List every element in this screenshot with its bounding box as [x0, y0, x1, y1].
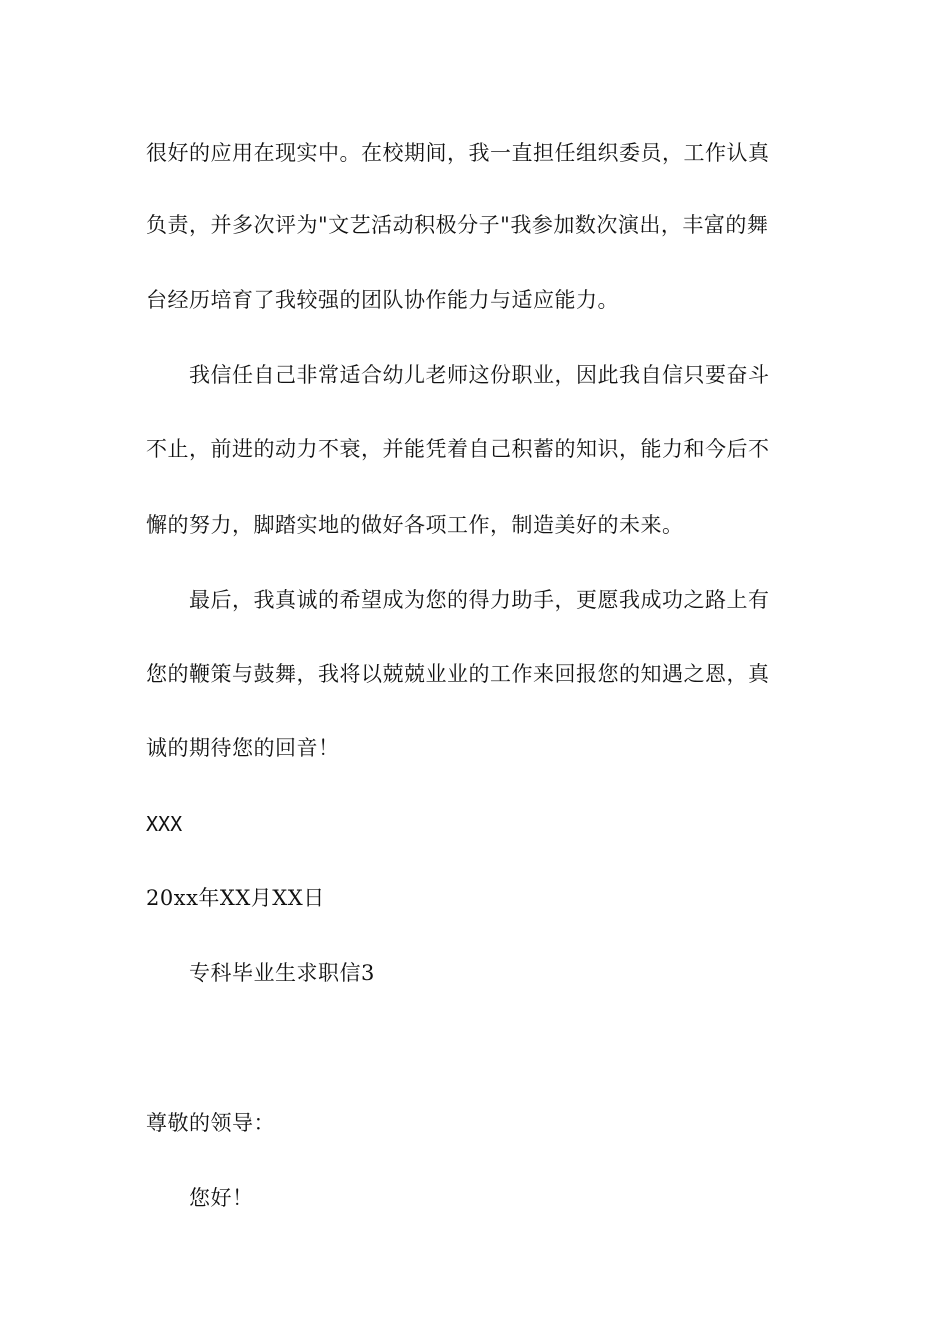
paragraph-education-line-1: 很好的应用在现实中。在校期间，我一直担任组织委员，工作认真: [146, 141, 770, 165]
paragraph-closing-line-2: 您的鞭策与鼓舞，我将以兢兢业业的工作来回报您的知遇之恩，真: [146, 662, 770, 686]
letter-date: 20xx年XX月XX日: [146, 886, 325, 910]
paragraph-closing-line-1: 最后，我真诚的希望成为您的得力助手，更愿我成功之路上有: [189, 588, 770, 612]
greeting: 您好！: [189, 1186, 254, 1210]
paragraph-confidence-line-1: 我信任自己非常适合幼儿老师这份职业，因此我自信只要奋斗: [189, 363, 770, 387]
paragraph-education-line-2: 负责，并多次评为"文艺活动积极分子"我参加数次演出，丰富的舞: [146, 213, 769, 237]
paragraph-education-line-3: 台经历培育了我较强的团队协作能力与适应能力。: [146, 288, 619, 312]
paragraph-closing-line-3: 诚的期待您的回音！: [146, 736, 340, 760]
salutation: 尊敬的领导：: [146, 1111, 275, 1135]
paragraph-confidence-line-2: 不止，前进的动力不衰，并能凭着自己积蓄的知识，能力和今后不: [146, 437, 770, 461]
signature-name: XXX: [146, 812, 183, 836]
paragraph-confidence-line-3: 懈的努力，脚踏实地的做好各项工作，制造美好的未来。: [146, 513, 684, 537]
section-title: 专科毕业生求职信3: [189, 961, 375, 985]
